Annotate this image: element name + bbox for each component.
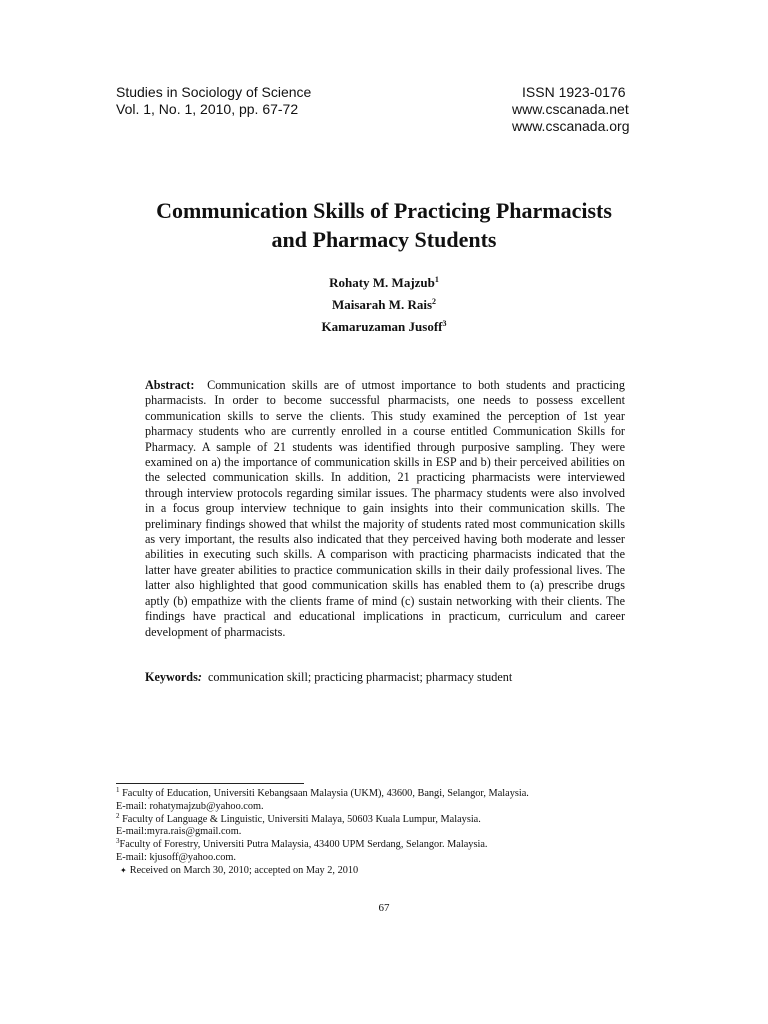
author-mark: 1 — [434, 275, 439, 284]
paper-title — [100, 196, 668, 254]
footnotes — [116, 788, 676, 878]
journal-header — [116, 84, 311, 118]
footnote-affiliation: $^2$ Faculty of Language & Linguistic, Universiti Malaya, 50603 Kuala Lumpur, Malaysia. — [116, 811, 481, 825]
page-number: 67 — [378, 902, 390, 914]
keywords-label: Keywords — [145, 670, 198, 684]
author-mark: 2 — [432, 297, 437, 306]
paper-title-line-2: and Pharmacy Students — [271, 227, 497, 252]
abstract — [145, 378, 625, 640]
footnote-affiliation: $^1$ Faculty of Education, Universiti Kebangsaan Malaysia (UKM), 43600, Bangi, Selangor, Malaysia. — [116, 786, 529, 799]
abstract-label: Abstract: — [145, 378, 195, 392]
footnote-email: E-mail: kjusoff@yahoo.com. — [116, 851, 236, 863]
star-icon: ✦ — [120, 865, 127, 875]
keywords — [145, 670, 625, 685]
author-list — [200, 272, 568, 338]
author-name: Kamaruzaman Jusoff$^3$ — [321, 319, 447, 334]
footnote-email: E-mail:myra.rais@gmail.com. — [116, 826, 242, 838]
footnote-divider — [116, 783, 304, 784]
author-name: Rohaty M. Majzub$^1$ — [329, 275, 439, 290]
paper-title-line-1: Communication Skills of Practicing Pharmacists — [156, 198, 612, 223]
author-mark: 3 — [442, 319, 447, 328]
journal-url-net[interactable]: www.cscanada.net — [512, 101, 629, 117]
journal-contact — [512, 84, 630, 135]
author-name: Maisarah M. Rais$^2$ — [331, 297, 437, 312]
keywords-text: communication skill; practicing pharmacist; pharmacy student — [207, 670, 513, 684]
footnote-email: E-mail: rohatymajzub@yahoo.com. — [116, 800, 264, 812]
footnote-affiliation: $^3$Faculty of Forestry, Universiti Putra Malaysia, 43400 UPM Serdang, Selangor. Malaysia. — [116, 837, 488, 851]
journal-url-org[interactable]: www.cscanada.org — [512, 118, 630, 134]
issn: ISSN 1923-0176 — [522, 84, 626, 100]
keywords-colon: : — [197, 670, 202, 684]
received-note: ✦ Received on March 30, 2010; accepted on May 2, 2010 — [120, 864, 359, 876]
abstract-text: Communication skills are of utmost importance to both students and practicing pharmacists. In order to become successful pharmacists, one needs to possess excellent communication skills to serve the clients. This study examined the perception of 1st year pharmacy students who are currently enrolled in a course entitled Communication Skills for Pharmacy. A sample of 21 students was identified through purposive sampling. They were examined on a) the importance of communication skills in ESP and b) their perceived abilities on the selected communication skills. In addition, 21 practicing pharmacists were interviewed through interview protocols regarding similar issues. The pharmacy students were also involved in a focus group interview technique to gain insights into their communication skills. The preliminary findings showed that whilst the majority of students rated most communication skills as very important, the results also indicated that they perceived having both moderate and lesser abilities in executing such skills. A comparison with practicing pharmacists indicated that the latter have greater abilities to practice communication skills in their daily professional lives. The latter also highlighted that good communication skills has enabled them to (a) prescribe drugs aptly (b) empathize with the clients frame of mind (c) sustain networking with their clients. The findings have practical and educational implications in practicum, curriculum and career development of pharmacists. — [145, 378, 625, 639]
journal-citation: Vol. 1, No. 1, 2010, pp. 67-72 — [116, 101, 299, 117]
journal-name: Studies in Sociology of Science — [116, 84, 312, 100]
